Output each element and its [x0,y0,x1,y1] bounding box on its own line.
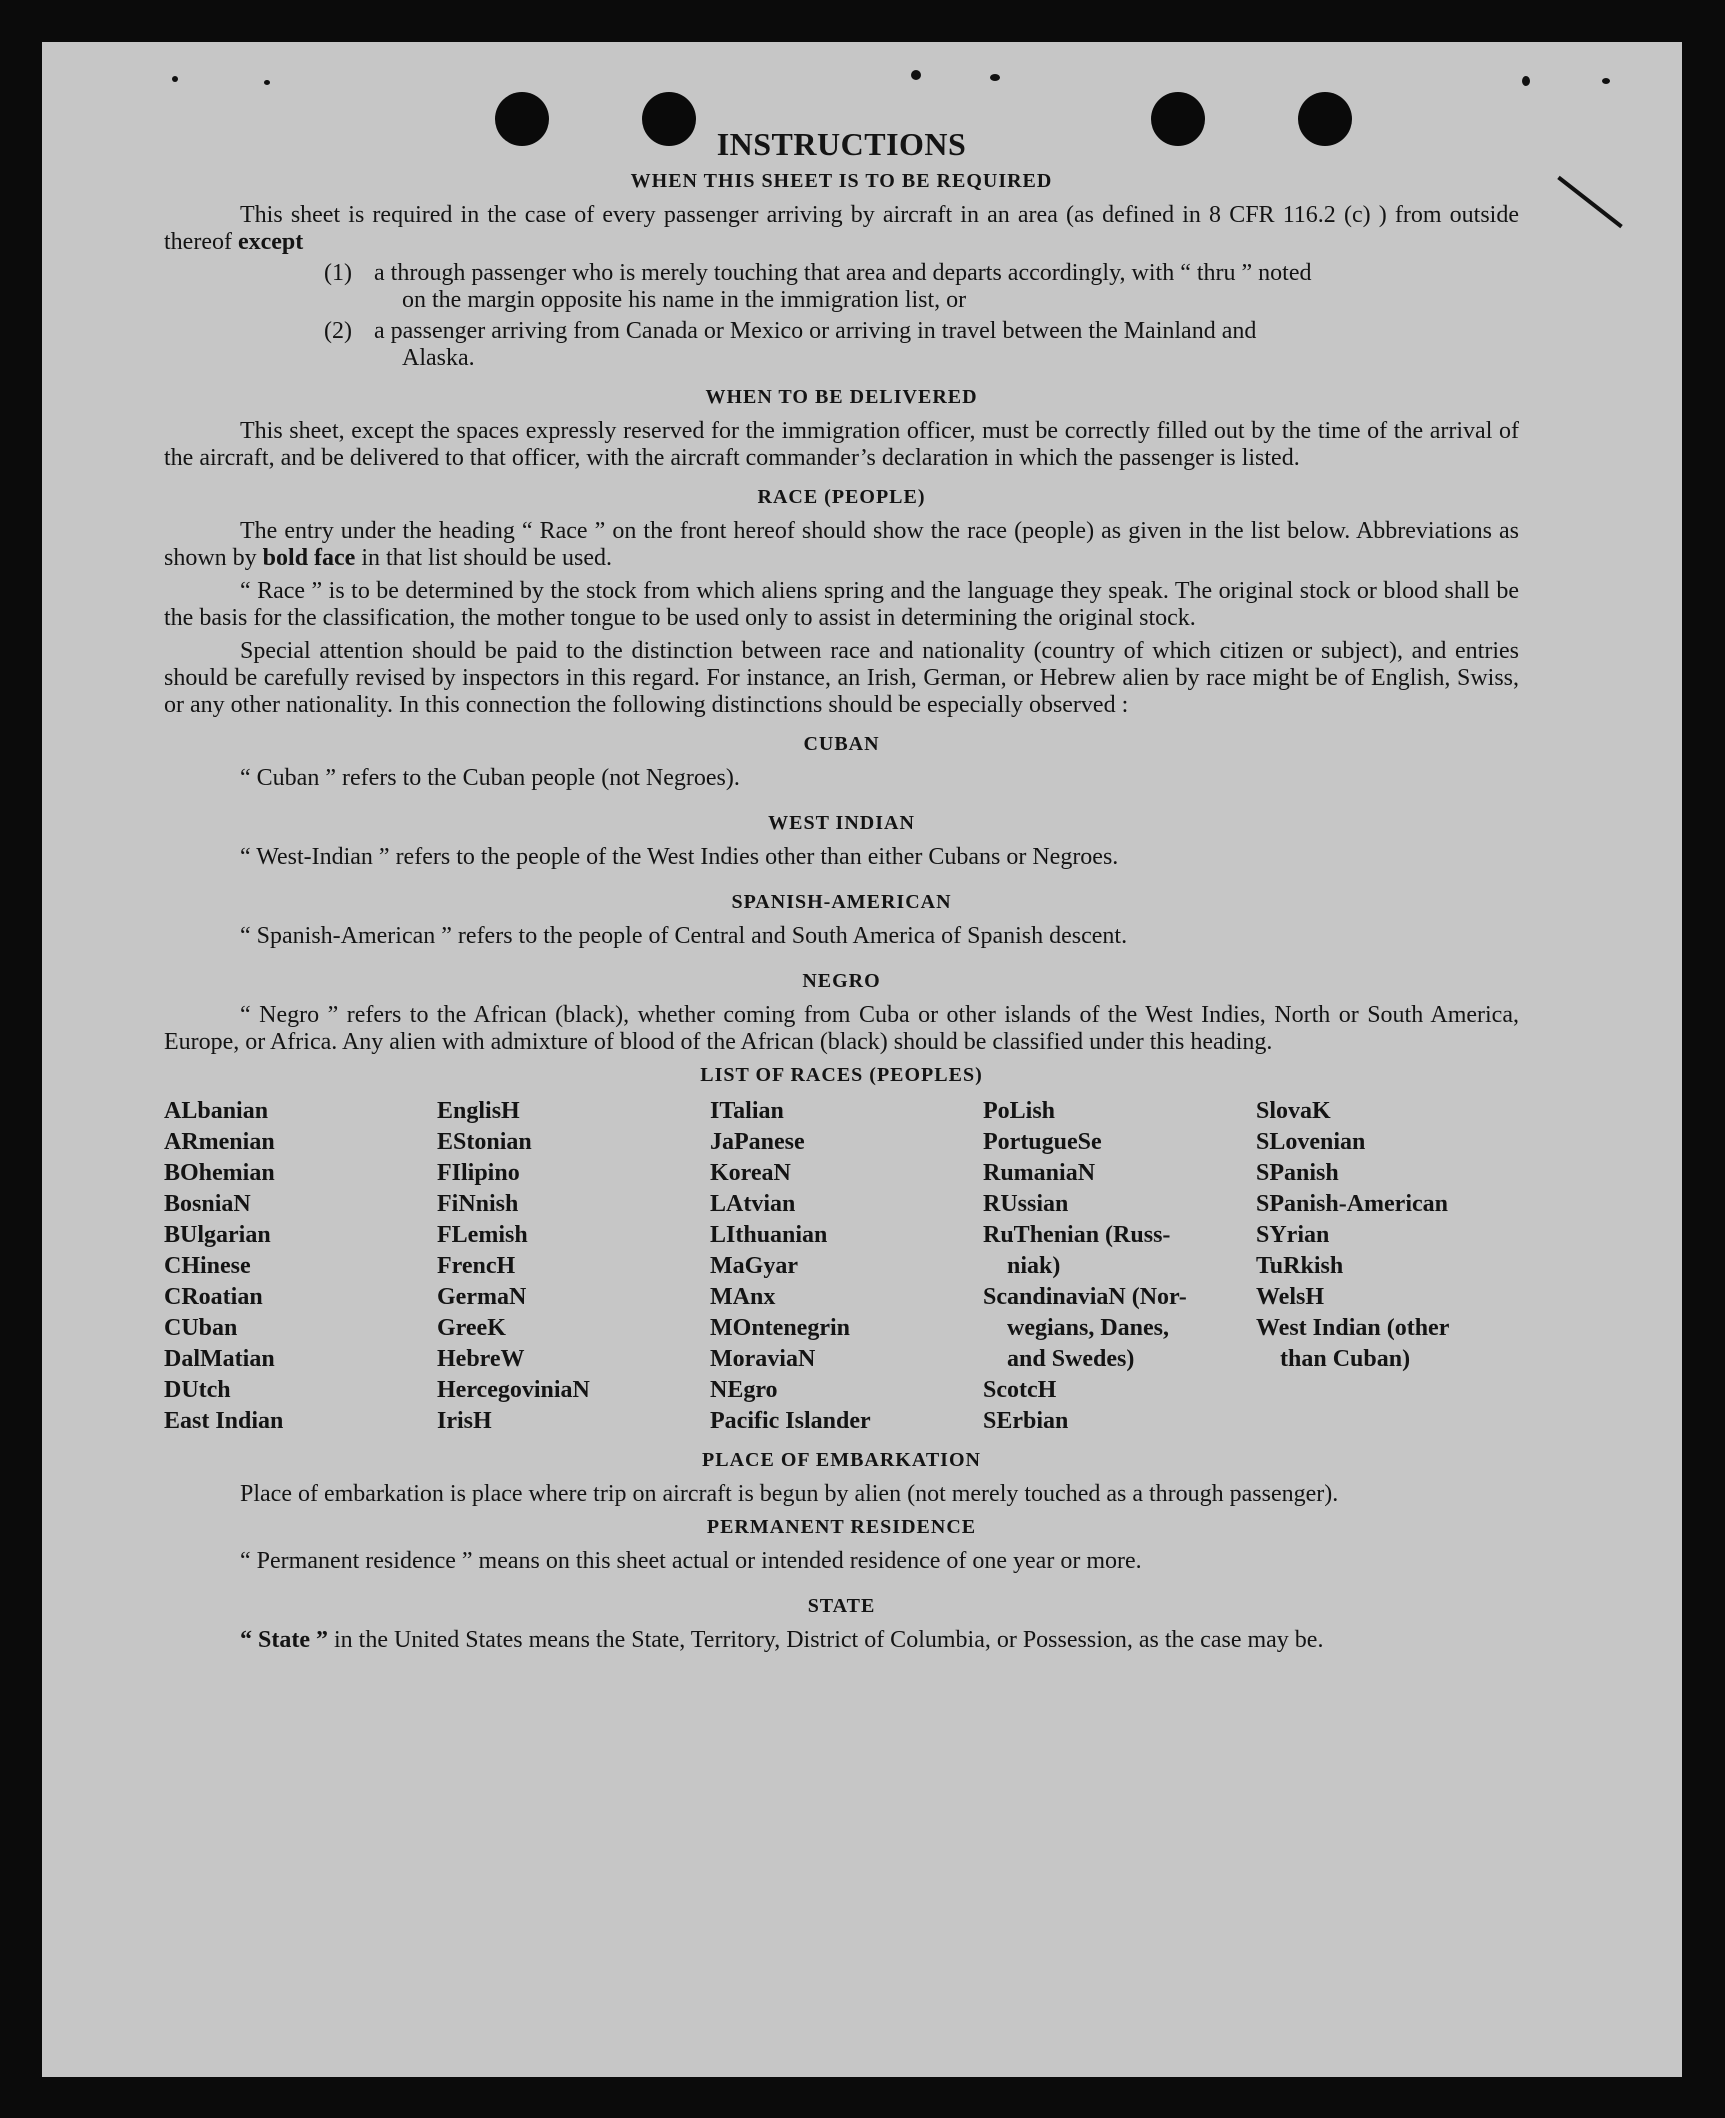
race-entry: IrisH [437,1408,492,1434]
race-entry: HebreW [437,1346,525,1372]
race-entry: PoLish [983,1098,1056,1124]
state-text: “ State ” in the United States means the State, Territory, District of Columbia, or Possession, as the case may be. [240,1627,1324,1653]
race-entry: RUssian [983,1191,1069,1217]
race-entry: WelsH [1256,1284,1325,1310]
race-entry: SLovenian [1256,1129,1366,1155]
race-entry-continued: niak) [1007,1253,1061,1279]
heading-embarkation: PLACE OF EMBARKATION [702,1449,981,1471]
race-entry: LAtvian [710,1191,796,1217]
scan-speck [1522,76,1530,86]
heading-state: STATE [807,1595,876,1617]
race-entry: KoreaN [710,1160,791,1186]
race-entry: MOntenegrin [710,1315,850,1341]
race-entry: SPanish-American [1256,1191,1448,1217]
scan-speck [172,76,178,82]
heading-west-indian: WEST INDIAN [768,812,915,834]
race-entry: FiNnish [437,1191,519,1217]
scan-speck [1602,78,1610,84]
west-indian-text: “ West-Indian ” refers to the people of the West Indies other than either Cubans or Negroes. [240,844,1119,870]
race-paragraph-1: The entry under the heading “ Race ” on the front hereof should show the race (people) as given in the list below. Abbreviations as shown by bold face in that list should be used. [164,518,1519,571]
race-entry: EnglisH [437,1098,520,1124]
heading-negro: NEGRO [802,970,881,992]
race-entry: GreeK [437,1315,506,1341]
race-paragraph-2: “ Race ” is to be determined by the stock from which aliens spring and the language they speak. The original stock or blood shall be the basis for the classification, the mother tongue to be used only to assist in determining the original stock. [164,578,1519,631]
race-entry-continued: wegians, Danes, [1007,1315,1170,1341]
heading-permanent-residence: PERMANENT RESIDENCE [706,1516,977,1538]
race-entry: NEgro [710,1377,778,1403]
scan-speck [990,74,1000,81]
heading-list-of-races: LIST OF RACES (PEOPLES) [700,1064,983,1086]
heading-when-required: WHEN THIS SHEET IS TO BE REQUIRED [630,170,1053,192]
scan-mark [1557,176,1623,228]
race-entry: DalMatian [164,1346,275,1372]
races-column [710,1096,983,1437]
race-entry: JaPanese [710,1129,805,1155]
race-entry: FLemish [437,1222,528,1248]
race-entry: BOhemian [164,1160,275,1186]
race-entry: CRoatian [164,1284,263,1310]
race-entry: Pacific Islander [710,1408,871,1434]
exception-item: (2) a passenger arriving from Canada or Mexico or arriving in travel between the Mainland and Alaska. [324,318,1257,371]
when-required-intro: This sheet is required in the case of every passenger arriving by aircraft in an area (as defined in 8 CFR 116.2 (c) ) from outside thereof except [164,202,1519,255]
race-entry: BUlgarian [164,1222,271,1248]
race-entry: MaGyar [710,1253,798,1279]
race-entry: FrencH [437,1253,516,1279]
race-entry: SErbian [983,1408,1069,1434]
race-entry: ALbanian [164,1098,269,1124]
cuban-text: “ Cuban ” refers to the Cuban people (not Negroes). [240,765,740,791]
race-entry: ScotcH [983,1377,1057,1403]
race-entry: MoraviaN [710,1346,816,1372]
permanent-residence-text: “ Permanent residence ” means on this sheet actual or intended residence of one year or more. [240,1548,1142,1574]
embarkation-text: Place of embarkation is place where trip on aircraft is begun by alien (not merely touched as a through passenger). [240,1481,1339,1507]
scan-speck [264,80,270,85]
when-delivered-text: This sheet, except the spaces expressly reserved for the immigration officer, must be correctly filled out by the time of the arrival of the aircraft, and be delivered to that officer, with the aircraft commander’s declaration in which the passenger is listed. [164,418,1519,471]
heading-spanish-american: SPANISH-AMERICAN [731,891,952,913]
races-list [164,1096,1519,1437]
race-entry: CUban [164,1315,238,1341]
race-entry: DUtch [164,1377,231,1403]
race-entry: RuThenian (Russ- [983,1222,1171,1248]
races-column [164,1096,437,1437]
race-entry: East Indian [164,1408,284,1434]
exception-item: (1) a through passenger who is merely touching that area and departs accordingly, with “ thru ” noted on the margin opposite his name in the immigration list, or [324,260,1312,313]
race-entry: TuRkish [1256,1253,1344,1279]
heading-when-delivered: WHEN TO BE DELIVERED [705,386,978,408]
races-column [437,1096,710,1437]
race-entry: GermaN [437,1284,527,1310]
negro-text: “ Negro ” refers to the African (black), whether coming from Cuba or other islands of the West Indies, North or South America, Europe, or Africa. Any alien with admixture of blood of the African (black) should be classified under this heading. [164,1002,1519,1055]
race-entry: FIlipino [437,1160,520,1186]
race-entry: West Indian (other [1256,1315,1450,1341]
race-entry: ScandinaviaN (Nor- [983,1284,1187,1310]
race-entry: CHinese [164,1253,251,1279]
race-entry-continued: than Cuban) [1280,1346,1411,1372]
race-entry: RumaniaN [983,1160,1096,1186]
spanish-american-text: “ Spanish-American ” refers to the people of Central and South America of Spanish descent. [240,923,1128,949]
race-entry: ITalian [710,1098,784,1124]
race-entry: SPanish [1256,1160,1339,1186]
race-entry: EStonian [437,1129,532,1155]
race-entry-continued: and Swedes) [1007,1346,1135,1372]
heading-race: RACE (PEOPLE) [757,486,926,508]
races-column [1256,1096,1516,1437]
race-entry: MAnx [710,1284,776,1310]
scan-speck [911,70,921,80]
heading-cuban: CUBAN [803,733,880,755]
race-entry: HercegoviniaN [437,1377,590,1403]
page-title: INSTRUCTIONS [716,126,967,162]
race-entry: PortugueSe [983,1129,1102,1155]
race-entry: BosniaN [164,1191,251,1217]
races-column [983,1096,1256,1437]
race-entry: LIthuanian [710,1222,828,1248]
instructions-body [164,124,1519,1654]
race-entry: SYrian [1256,1222,1330,1248]
race-paragraph-3: Special attention should be paid to the distinction between race and nationality (country of which citizen or subject), and entries should be carefully revised by inspectors in this regard. For instance, an Irish, German, or Hebrew alien by race might be of English, Swiss, or any other nationality. In this connection the following distinctions should be especially observed : [164,638,1519,718]
race-entry: SlovaK [1256,1098,1331,1124]
race-entry: ARmenian [164,1129,275,1155]
